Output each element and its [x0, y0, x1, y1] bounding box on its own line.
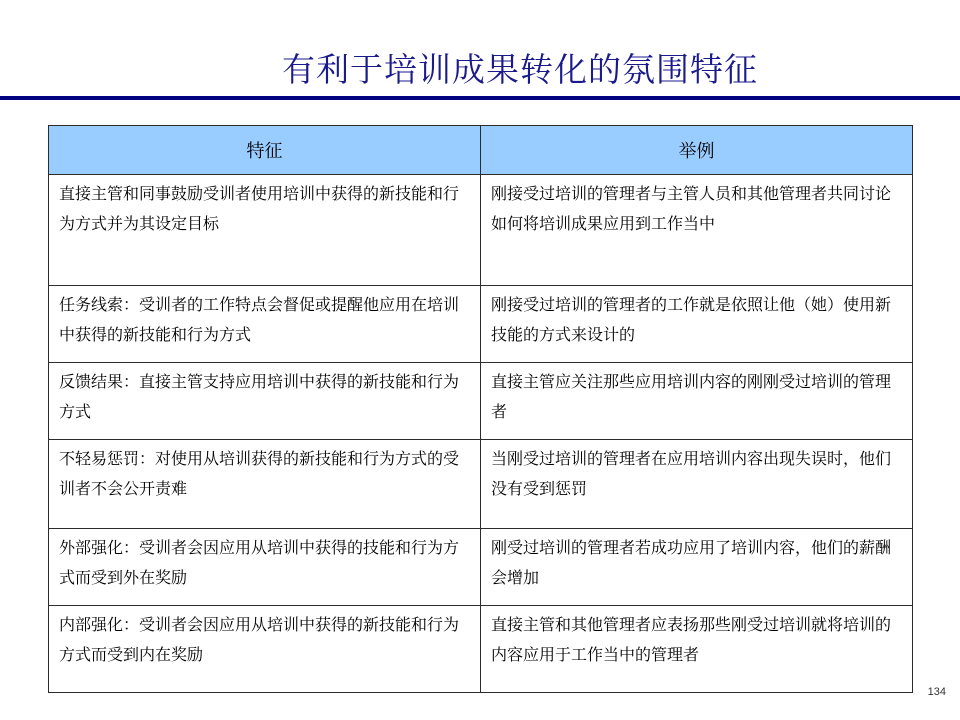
table-row: [49, 606, 913, 693]
example-cell: 直接主管应关注那些应用培训内容的刚刚受过培训的管理者: [481, 363, 913, 440]
slide-title: 有利于培训成果转化的氛围特征: [282, 50, 758, 89]
example-cell: 刚受过培训的管理者若成功应用了培训内容，他们的薪酬会增加: [481, 529, 913, 606]
example-cell: 当刚受过培训的管理者在应用培训内容出现失误时，他们没有受到惩罚: [481, 440, 913, 529]
table-row: [49, 529, 913, 606]
title-divider: [0, 96, 960, 100]
example-cell: 刚接受过培训的管理者的工作就是依照让他（她）使用新技能的方式来设计的: [481, 286, 913, 363]
feature-table: [48, 125, 913, 693]
table-row: [49, 286, 913, 363]
example-cell: 直接主管和其他管理者应表扬那些刚受过培训就将培训的内容应用于工作当中的管理者: [481, 606, 913, 693]
header-example: 举例: [481, 126, 913, 175]
table-row: [49, 363, 913, 440]
feature-cell: 任务线索：受训者的工作特点会督促或提醒他应用在培训中获得的新技能和行为方式: [49, 286, 481, 363]
feature-cell: 反馈结果：直接主管支持应用培训中获得的新技能和行为方式: [49, 363, 481, 440]
page-number: 134: [927, 686, 946, 698]
table-row: [49, 175, 913, 286]
header-feature: 特征: [49, 126, 481, 175]
table-header-row: [49, 126, 913, 175]
feature-cell: 内部强化：受训者会因应用从培训中获得的新技能和行为方式而受到内在奖励: [49, 606, 481, 693]
table-row: [49, 440, 913, 529]
example-cell: 刚接受过培训的管理者与主管人员和其他管理者共同讨论如何将培训成果应用到工作当中: [481, 175, 913, 286]
feature-cell: 外部强化：受训者会因应用从培训中获得的技能和行为方式而受到外在奖励: [49, 529, 481, 606]
feature-cell: 直接主管和同事鼓励受训者使用培训中获得的新技能和行为方式并为其设定目标: [49, 175, 481, 286]
feature-cell: 不轻易惩罚：对使用从培训获得的新技能和行为方式的受训者不会公开责难: [49, 440, 481, 529]
